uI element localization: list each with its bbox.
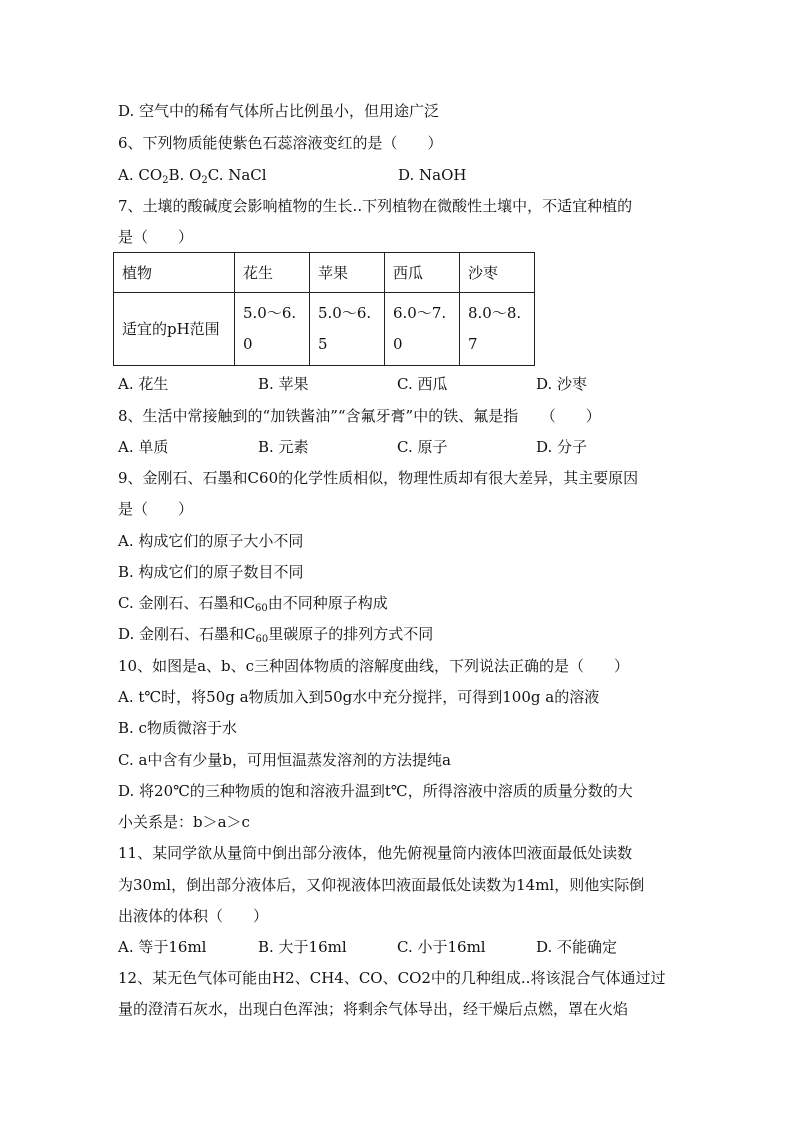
question-7-line2: 是（ ） bbox=[118, 228, 194, 246]
q11-option-c: C. 小于16ml bbox=[397, 938, 486, 956]
ph-table-cell: 6.0～7.0 bbox=[385, 293, 460, 366]
q10-option-d-line2: 小关系是：b＞a＞c bbox=[118, 813, 250, 831]
ph-table-cell: 植物 bbox=[114, 253, 235, 293]
q10-option-c: C. a中含有少量b，可用恒温蒸发溶剂的方法提纯a bbox=[118, 751, 451, 769]
ph-table bbox=[113, 252, 535, 366]
question-12-line2: 量的澄清石灰水，出现白色浑浊；将剩余气体导出，经干燥后点燃，罩在火焰 bbox=[118, 1000, 629, 1018]
q10-option-d-line1: D. 将20℃的三种物质的饱和溶液升温到t℃，所得溶液中溶质的质量分数的大 bbox=[118, 782, 633, 800]
question-9-line1: 9、金刚石、石墨和C60的化学性质相似，物理性质却有很大差异，其主要原因 bbox=[118, 469, 639, 487]
question-12-line1: 12、某无色气体可能由H2、CH4、CO、CO2中的几种组成..将该混合气体通过过 bbox=[118, 969, 666, 987]
option-d-q5: D. 空气中的稀有气体所占比例虽小，但用途广泛 bbox=[118, 102, 440, 120]
ph-table-data-row bbox=[114, 293, 535, 366]
q11-option-d: D. 不能确定 bbox=[536, 938, 618, 956]
ph-table-header-row bbox=[114, 253, 535, 293]
q10-option-a: A. t℃时，将50g a物质加入到50g水中充分搅拌，可得到100g a的溶液 bbox=[118, 688, 600, 706]
ph-table-cell: 5.0～6.5 bbox=[310, 293, 385, 366]
q11-option-b: B. 大于16ml bbox=[258, 938, 347, 956]
q7-option-d: D. 沙枣 bbox=[536, 375, 588, 393]
q6-option-a-b-c: A. $CO_2B$. $O_2C$. NaCl bbox=[118, 166, 267, 186]
q7-option-c: C. 西瓜 bbox=[397, 375, 448, 393]
ph-table-cell: 西瓜 bbox=[385, 253, 460, 293]
q8-option-c: C. 原子 bbox=[397, 438, 448, 456]
question-9-line2: 是（ ） bbox=[118, 500, 194, 518]
q7-option-b: B. 苹果 bbox=[258, 375, 309, 393]
question-11-line1: 11、某同学欲从量筒中倒出部分液体，他先俯视量筒内液体凹液面最低处读数 bbox=[118, 844, 633, 862]
question-7-line1: 7、土壤的酸碱度会影响植物的生长..下列植物在微酸性土壤中，不适宜种植的 bbox=[118, 197, 633, 215]
q10-option-b: B. c物质微溶于水 bbox=[118, 719, 237, 737]
q9-option-a: A. 构成它们的原子大小不同 bbox=[118, 532, 304, 550]
q9-option-b: B. 构成它们的原子数目不同 bbox=[118, 563, 304, 581]
question-11-line2: 为30ml，倒出部分液体后，又仰视液体凹液面最低处读数为14ml，则他实际倒 bbox=[118, 876, 645, 894]
q6-option-d: D. NaOH bbox=[398, 166, 467, 184]
ph-table-cell: 沙枣 bbox=[460, 253, 535, 293]
ph-table-cell: 花生 bbox=[235, 253, 310, 293]
q8-option-b: B. 元素 bbox=[258, 438, 309, 456]
ph-table-cell: 适宜的pH范围 bbox=[114, 293, 235, 366]
q8-option-d: D. 分子 bbox=[536, 438, 588, 456]
q8-option-a: A. 单质 bbox=[118, 438, 169, 456]
question-10: 10、如图是a、b、c三种固体物质的溶解度曲线，下列说法正确的是（ ） bbox=[118, 657, 630, 675]
question-8: 8、生活中常接触到的“加铁酱油”“含氟牙膏”中的铁、氟是指 （ ） bbox=[118, 407, 601, 425]
q9-option-d: D. 金刚石、石墨和$C_{60}$里碳原子的排列方式不同 bbox=[118, 625, 434, 645]
q7-option-a: A. 花生 bbox=[118, 375, 169, 393]
ph-table-cell: 5.0～6.0 bbox=[235, 293, 310, 366]
ph-table-cell: 8.0～8.7 bbox=[460, 293, 535, 366]
ph-table-cell: 苹果 bbox=[310, 253, 385, 293]
question-11-line3: 出液体的体积（ ） bbox=[118, 907, 269, 925]
q11-option-a: A. 等于16ml bbox=[118, 938, 207, 956]
question-6: 6、下列物质能使紫色石蕊溶液变红的是（ ） bbox=[118, 134, 443, 152]
q9-option-c: C. 金刚石、石墨和$C_{60}$由不同种原子构成 bbox=[118, 594, 388, 614]
